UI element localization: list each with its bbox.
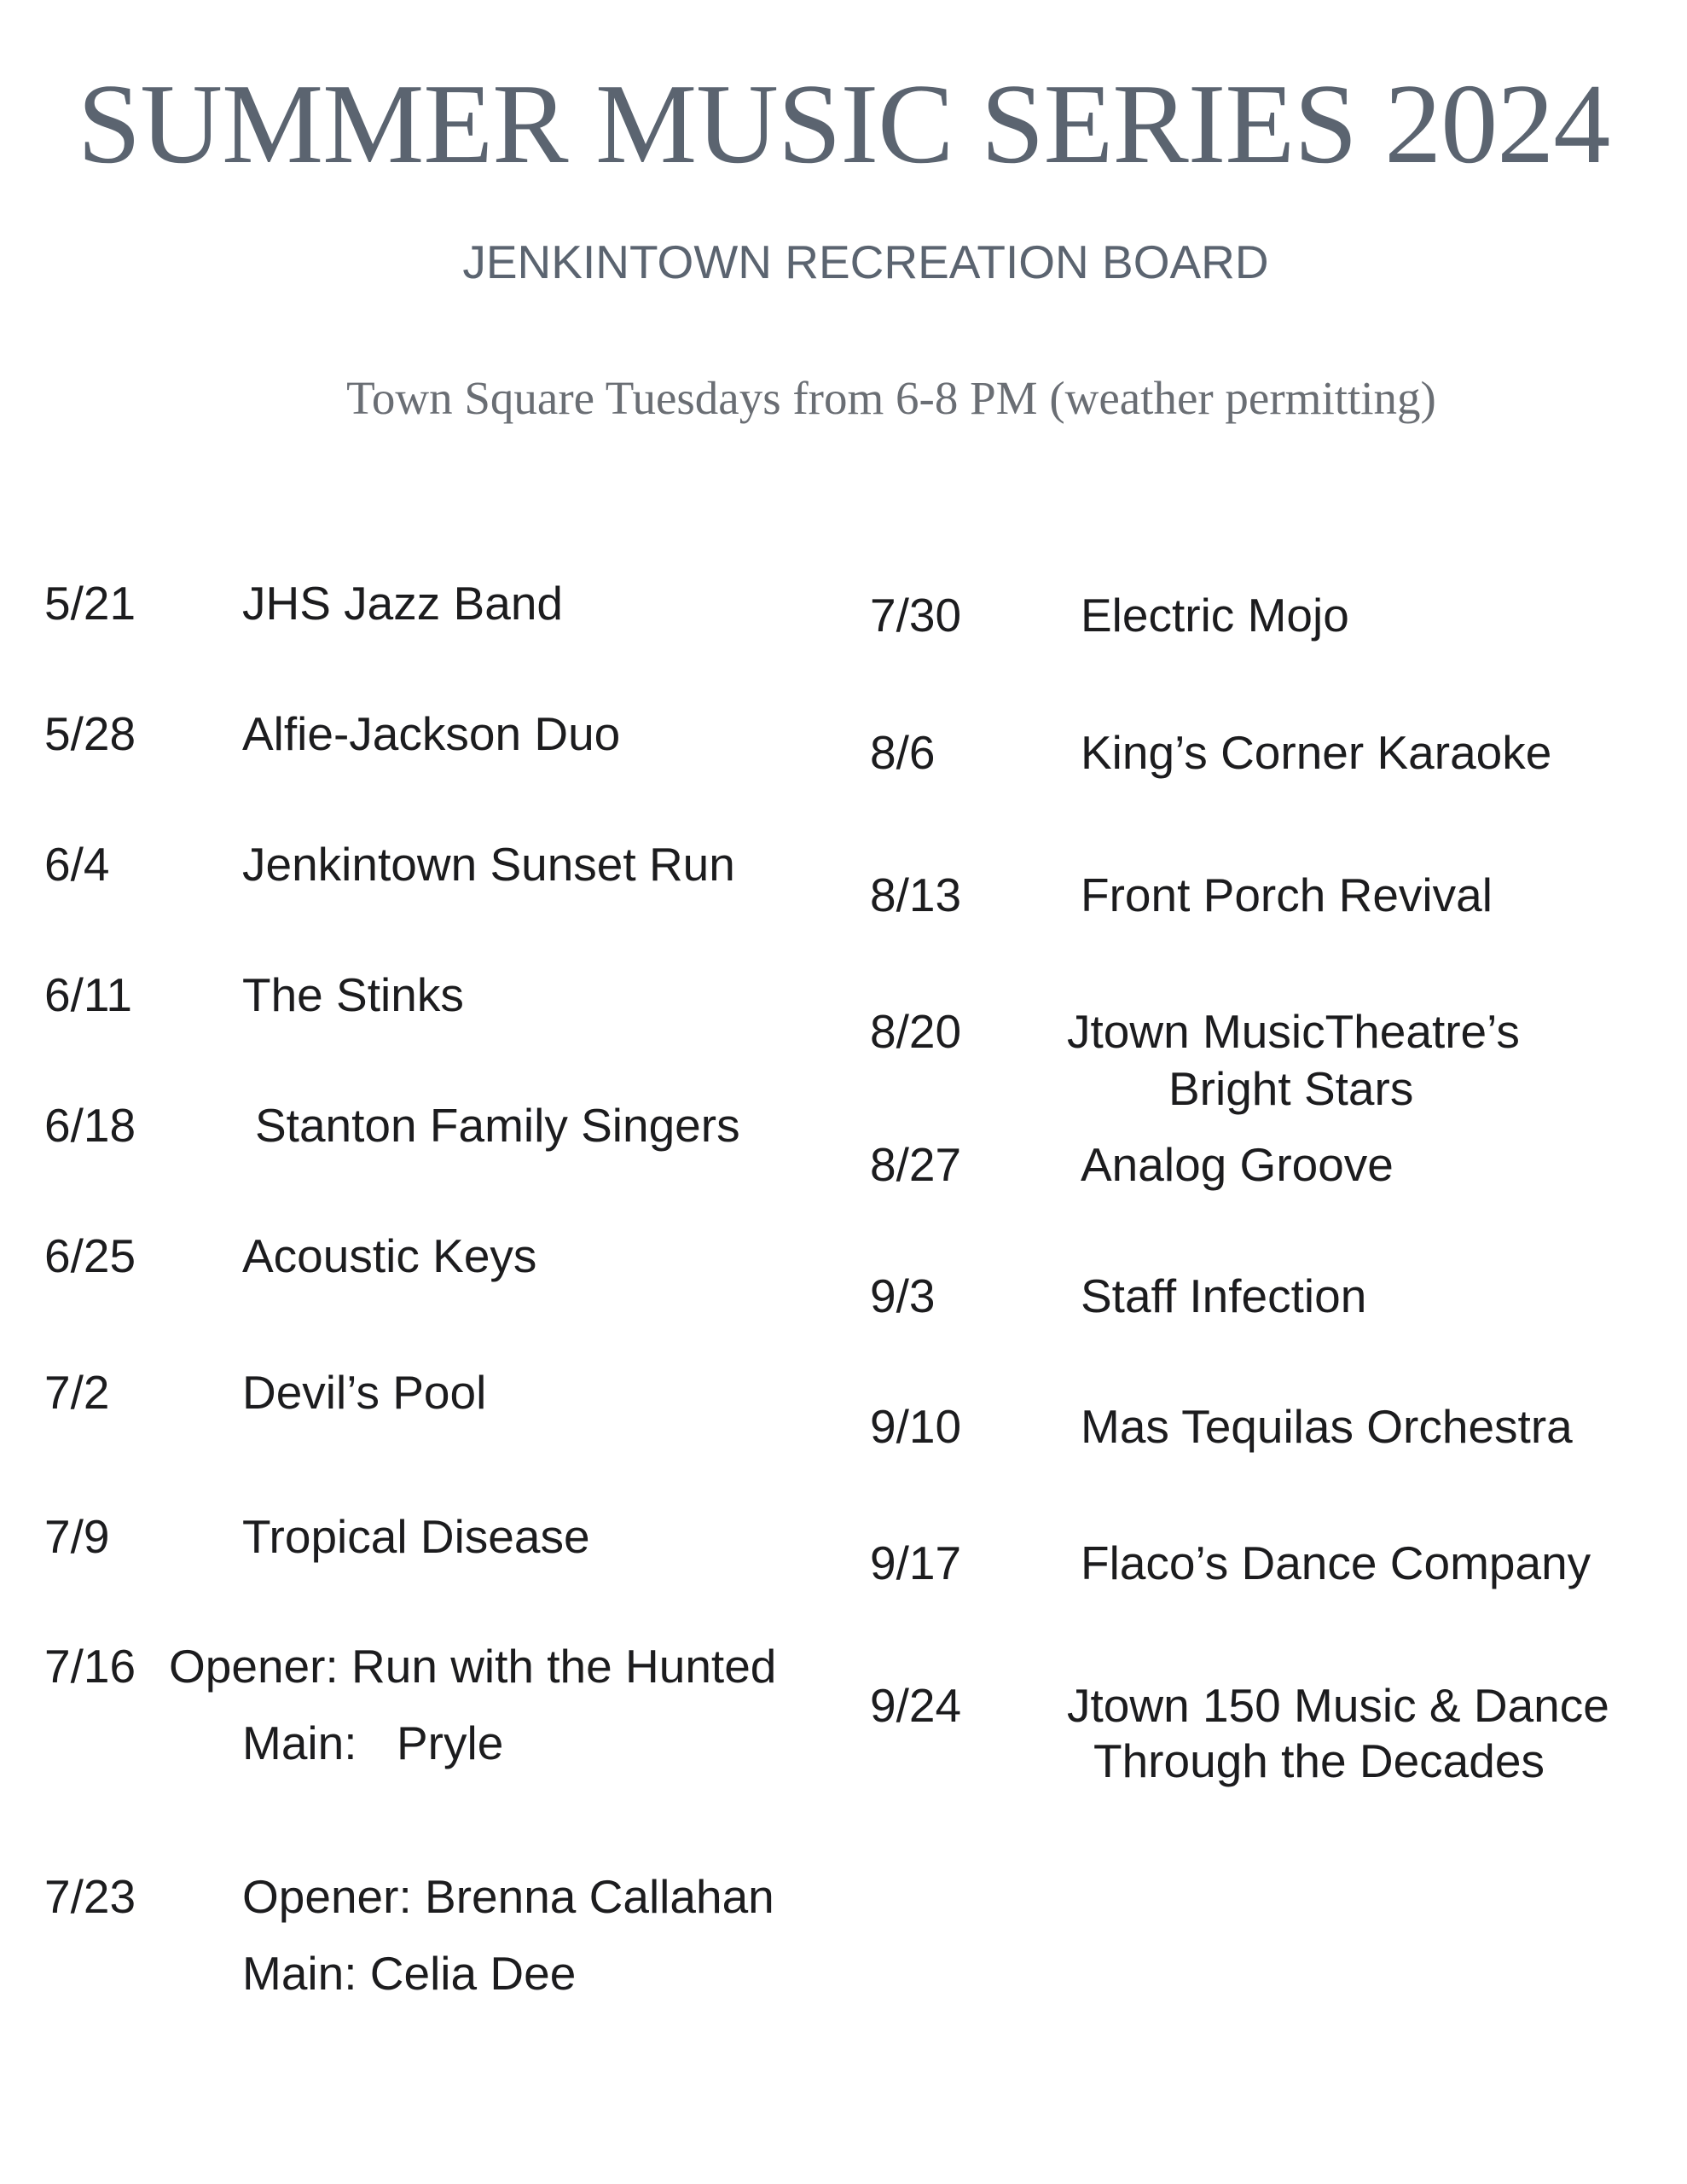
event-act: Analog Groove: [1081, 1138, 1394, 1191]
event-act: JHS Jazz Band: [242, 577, 564, 630]
event-main-label: Main:: [242, 1716, 357, 1769]
event-opener: Opener: Run with the Hunted: [169, 1640, 777, 1693]
event-date: 5/21: [44, 577, 136, 630]
event-act: King’s Corner Karaoke: [1081, 726, 1552, 779]
event-act-line1: Jtown MusicTheatre’s: [1067, 1005, 1520, 1058]
event-act: Flaco’s Dance Company: [1081, 1536, 1591, 1589]
page-title: SUMMER MUSIC SERIES 2024: [77, 61, 1610, 187]
event-act: Front Porch Revival: [1081, 868, 1493, 921]
event-date: 8/20: [870, 1005, 962, 1058]
event-date: 7/9: [44, 1510, 110, 1563]
event-date: 6/25: [44, 1229, 136, 1282]
event-date: 9/10: [870, 1400, 962, 1453]
event-act: Devil’s Pool: [242, 1366, 487, 1419]
event-act-line2: Through the Decades: [1093, 1734, 1545, 1787]
event-date: 6/4: [44, 838, 110, 891]
event-opener: Opener: Brenna Callahan: [242, 1870, 774, 1923]
event-act: Tropical Disease: [242, 1510, 590, 1563]
event-date: 7/2: [44, 1366, 110, 1419]
schedule-subtitle: Town Square Tuesdays from 6-8 PM (weather permitting): [346, 372, 1436, 424]
event-act: Mas Tequilas Orchestra: [1081, 1400, 1573, 1453]
event-act: Acoustic Keys: [242, 1229, 537, 1282]
event-main-act: Pryle: [397, 1716, 504, 1769]
event-date: 8/13: [870, 868, 962, 921]
event-date: 8/6: [870, 726, 936, 779]
event-date: 8/27: [870, 1138, 962, 1191]
event-act: Electric Mojo: [1081, 589, 1349, 642]
event-date: 7/16: [44, 1640, 136, 1693]
event-date: 9/3: [870, 1269, 936, 1322]
event-act: Stanton Family Singers: [255, 1099, 740, 1152]
event-act: Alfie-Jackson Duo: [242, 707, 621, 760]
event-date: 7/30: [870, 589, 962, 642]
event-act: Staff Infection: [1081, 1269, 1367, 1322]
organization-name: JENKINTOWN RECREATION BOARD: [462, 235, 1269, 288]
event-date: 5/28: [44, 707, 136, 760]
event-act-line1: Jtown 150 Music & Dance: [1067, 1679, 1609, 1732]
event-date: 9/24: [870, 1679, 962, 1732]
event-date: 9/17: [870, 1536, 962, 1589]
event-act: Jenkintown Sunset Run: [242, 838, 735, 891]
event-act-line2: Bright Stars: [1168, 1062, 1414, 1115]
event-date: 6/18: [44, 1099, 136, 1152]
event-date: 6/11: [44, 968, 132, 1021]
event-main: Main: Celia Dee: [242, 1947, 577, 2000]
event-date: 7/23: [44, 1870, 136, 1923]
event-act: The Stinks: [242, 968, 464, 1021]
